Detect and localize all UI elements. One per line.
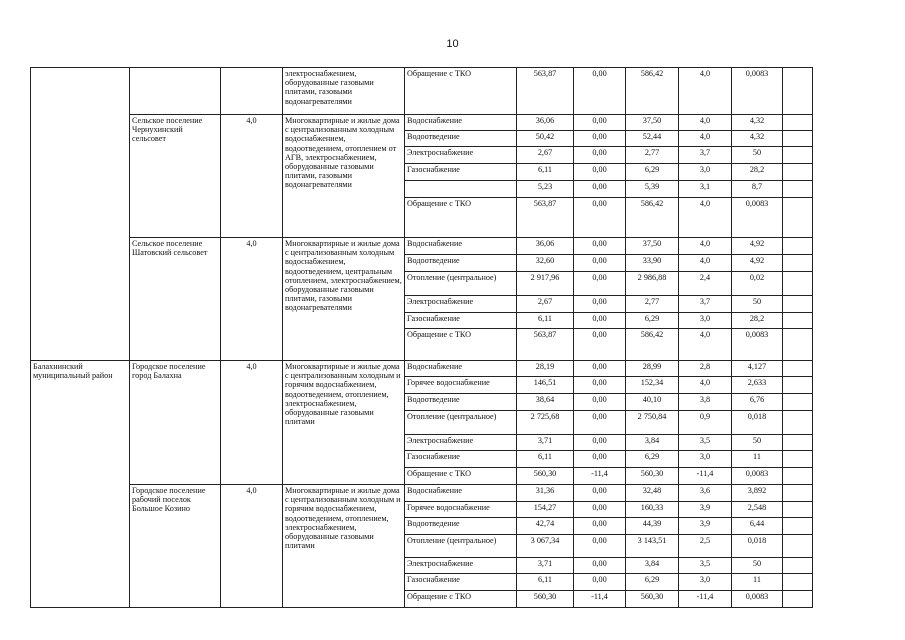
value-cell-v4: 4,0 — [679, 238, 732, 255]
value-cell-v2: 0,00 — [574, 238, 626, 255]
value-cell-v4: 3,9 — [679, 518, 732, 535]
value-cell-v4: 4,0 — [679, 198, 732, 238]
value-cell-v5: 28,2 — [732, 164, 783, 181]
value-cell-v1: 2,67 — [517, 296, 574, 313]
service-name-cell: Отопление (центральное) — [405, 272, 517, 296]
value-cell-v3: 2,77 — [626, 147, 679, 164]
value-cell-v2: 0,00 — [574, 147, 626, 164]
empty-cell — [783, 361, 813, 377]
value-cell-v2: 0,00 — [574, 164, 626, 181]
value-cell-v5: 0,0083 — [732, 591, 783, 608]
service-name-cell: Газоснабжение — [405, 313, 517, 329]
value-cell-v1: 6,11 — [517, 574, 574, 591]
value-cell-v5: 0,018 — [732, 535, 783, 558]
coefficient-cell: 4,0 — [221, 115, 283, 238]
value-cell-v5: 50 — [732, 558, 783, 574]
value-cell-v1: 2 917,96 — [517, 272, 574, 296]
value-cell-v2: 0,00 — [574, 361, 626, 377]
housing-description-cell: Многоквартирные и жилые дома с централизованным холодным водоснабжением, водоотведением, центральным отоплением, электроснабжением, оборудованные газовыми плитами, газовыми водонагревателями — [283, 238, 405, 361]
coefficient-cell: 4,0 — [221, 361, 283, 485]
service-name-cell: Электроснабжение — [405, 147, 517, 164]
value-cell-v2: -11,4 — [574, 468, 626, 485]
value-cell-v4: 3,7 — [679, 296, 732, 313]
value-cell-v3: 37,50 — [626, 238, 679, 255]
value-cell-v5: 0,0083 — [732, 329, 783, 361]
service-name-cell: Водоотведение — [405, 131, 517, 147]
value-cell-v3: 152,34 — [626, 377, 679, 394]
value-cell-v5: 4,92 — [732, 238, 783, 255]
value-cell-v3: 560,30 — [626, 591, 679, 608]
value-cell-v2: -11,4 — [574, 591, 626, 608]
value-cell-v2: 0,00 — [574, 115, 626, 131]
value-cell-v3: 586,42 — [626, 198, 679, 238]
value-cell-v2: 0,00 — [574, 181, 626, 198]
value-cell-v1: 3,71 — [517, 435, 574, 451]
value-cell-v4: 3,8 — [679, 394, 732, 411]
value-cell-v1: 146,51 — [517, 377, 574, 394]
value-cell-v2: 0,00 — [574, 518, 626, 535]
value-cell-v4: 2,8 — [679, 361, 732, 377]
empty-cell — [783, 451, 813, 468]
empty-cell — [783, 131, 813, 147]
tariff-table — [30, 67, 813, 608]
empty-cell — [783, 535, 813, 558]
settlement-cell: Городское поселение рабочий поселок Большое Козино — [130, 485, 221, 608]
table-row — [31, 361, 813, 377]
value-cell-v2: 0,00 — [574, 198, 626, 238]
value-cell-v4: 0,9 — [679, 411, 732, 435]
service-name-cell: Электроснабжение — [405, 296, 517, 313]
value-cell-v4: 4,0 — [679, 68, 732, 115]
value-cell-v5: 0,0083 — [732, 68, 783, 115]
value-cell-v1: 6,11 — [517, 313, 574, 329]
housing-description-cell: Многоквартирные и жилые дома с централизованным холодным и горячим водоснабжением, водоотведением, отоплением, электроснабжением, оборудованные газовыми плитами — [283, 485, 405, 608]
value-cell-v3: 6,29 — [626, 313, 679, 329]
value-cell-v3: 586,42 — [626, 68, 679, 115]
value-cell-v5: 28,2 — [732, 313, 783, 329]
value-cell-v3: 52,44 — [626, 131, 679, 147]
value-cell-v5: 0,02 — [732, 272, 783, 296]
service-name-cell: Водоснабжение — [405, 115, 517, 131]
value-cell-v2: 0,00 — [574, 272, 626, 296]
value-cell-v4: 3,1 — [679, 181, 732, 198]
value-cell-v1: 2,67 — [517, 147, 574, 164]
value-cell-v4: 4,0 — [679, 115, 732, 131]
service-name-cell: Отопление (центральное) — [405, 411, 517, 435]
empty-cell — [783, 164, 813, 181]
value-cell-v3: 28,99 — [626, 361, 679, 377]
value-cell-v4: 3,9 — [679, 502, 732, 518]
value-cell-v1: 6,11 — [517, 164, 574, 181]
value-cell-v3: 560,30 — [626, 468, 679, 485]
value-cell-v3: 2 986,88 — [626, 272, 679, 296]
value-cell-v2: 0,00 — [574, 451, 626, 468]
settlement-cell: Городское поселение город Балахна — [130, 361, 221, 485]
service-name-cell: Газоснабжение — [405, 574, 517, 591]
empty-cell — [783, 411, 813, 435]
value-cell-v4: 4,0 — [679, 329, 732, 361]
service-name-cell: Горячее водоснабжение — [405, 377, 517, 394]
value-cell-v2: 0,00 — [574, 255, 626, 272]
empty-cell — [783, 435, 813, 451]
value-cell-v3: 6,29 — [626, 574, 679, 591]
empty-cell — [783, 377, 813, 394]
value-cell-v3: 6,29 — [626, 451, 679, 468]
value-cell-v4: 3,0 — [679, 164, 732, 181]
service-name-cell: Водоснабжение — [405, 361, 517, 377]
value-cell-v2: 0,00 — [574, 68, 626, 115]
value-cell-v1: 28,19 — [517, 361, 574, 377]
empty-cell — [783, 502, 813, 518]
value-cell-v3: 2,77 — [626, 296, 679, 313]
value-cell-v5: 4,92 — [732, 255, 783, 272]
value-cell-v1: 3 067,34 — [517, 535, 574, 558]
coefficient-cell — [221, 68, 283, 115]
empty-cell — [783, 329, 813, 361]
value-cell-v3: 32,48 — [626, 485, 679, 502]
service-name-cell: Газоснабжение — [405, 451, 517, 468]
value-cell-v4: 2,4 — [679, 272, 732, 296]
value-cell-v4: 3,7 — [679, 147, 732, 164]
table-row — [31, 68, 813, 115]
service-name-cell: Электроснабжение — [405, 435, 517, 451]
value-cell-v5: 0,0083 — [732, 198, 783, 238]
value-cell-v2: 0,00 — [574, 574, 626, 591]
value-cell-v4: 3,5 — [679, 435, 732, 451]
value-cell-v5: 4,32 — [732, 115, 783, 131]
value-cell-v5: 0,018 — [732, 411, 783, 435]
settlement-cell — [130, 68, 221, 115]
value-cell-v4: -11,4 — [679, 468, 732, 485]
value-cell-v1: 6,11 — [517, 451, 574, 468]
value-cell-v2: 0,00 — [574, 313, 626, 329]
value-cell-v2: 0,00 — [574, 411, 626, 435]
value-cell-v5: 50 — [732, 296, 783, 313]
value-cell-v5: 50 — [732, 435, 783, 451]
table-row — [31, 485, 813, 502]
value-cell-v2: 0,00 — [574, 377, 626, 394]
service-name-cell: Газоснабжение — [405, 164, 517, 181]
value-cell-v5: 6,76 — [732, 394, 783, 411]
value-cell-v5: 11 — [732, 451, 783, 468]
service-name-cell — [405, 181, 517, 198]
value-cell-v5: 4,32 — [732, 131, 783, 147]
coefficient-cell: 4,0 — [221, 238, 283, 361]
value-cell-v5: 0,0083 — [732, 468, 783, 485]
value-cell-v3: 3,84 — [626, 435, 679, 451]
value-cell-v5: 4,127 — [732, 361, 783, 377]
service-name-cell: Обращение с ТКО — [405, 468, 517, 485]
value-cell-v1: 42,74 — [517, 518, 574, 535]
service-name-cell: Водоотведение — [405, 518, 517, 535]
service-name-cell: Водоснабжение — [405, 238, 517, 255]
value-cell-v3: 6,29 — [626, 164, 679, 181]
value-cell-v3: 5,39 — [626, 181, 679, 198]
value-cell-v4: 3,5 — [679, 558, 732, 574]
value-cell-v2: 0,00 — [574, 329, 626, 361]
service-name-cell: Водоснабжение — [405, 485, 517, 502]
value-cell-v5: 8,7 — [732, 181, 783, 198]
value-cell-v1: 563,87 — [517, 329, 574, 361]
coefficient-cell: 4,0 — [221, 485, 283, 608]
value-cell-v2: 0,00 — [574, 485, 626, 502]
value-cell-v2: 0,00 — [574, 394, 626, 411]
value-cell-v1: 5,23 — [517, 181, 574, 198]
value-cell-v1: 36,06 — [517, 238, 574, 255]
empty-cell — [783, 591, 813, 608]
table-body — [31, 68, 813, 608]
value-cell-v4: 4,0 — [679, 377, 732, 394]
empty-cell — [783, 468, 813, 485]
service-name-cell: Обращение с ТКО — [405, 591, 517, 608]
empty-cell — [783, 198, 813, 238]
value-cell-v1: 31,36 — [517, 485, 574, 502]
value-cell-v1: 38,64 — [517, 394, 574, 411]
value-cell-v1: 36,06 — [517, 115, 574, 131]
service-name-cell: Водоотведение — [405, 394, 517, 411]
value-cell-v5: 6,44 — [732, 518, 783, 535]
empty-cell — [783, 147, 813, 164]
value-cell-v1: 563,87 — [517, 198, 574, 238]
value-cell-v3: 40,10 — [626, 394, 679, 411]
value-cell-v1: 2 725,68 — [517, 411, 574, 435]
empty-cell — [783, 181, 813, 198]
value-cell-v3: 33,90 — [626, 255, 679, 272]
value-cell-v4: -11,4 — [679, 591, 732, 608]
value-cell-v3: 160,33 — [626, 502, 679, 518]
value-cell-v1: 32,60 — [517, 255, 574, 272]
value-cell-v3: 44,39 — [626, 518, 679, 535]
service-name-cell: Обращение с ТКО — [405, 198, 517, 238]
service-name-cell: Электроснабжение — [405, 558, 517, 574]
housing-description-cell: Многоквартирные и жилые дома с централизованным холодным и горячим водоснабжением, водоотведением, отоплением, электроснабжением, оборудованные газовыми плитами — [283, 361, 405, 485]
value-cell-v1: 154,27 — [517, 502, 574, 518]
service-name-cell: Отопление (центральное) — [405, 535, 517, 558]
empty-cell — [783, 115, 813, 131]
empty-cell — [783, 574, 813, 591]
service-name-cell: Водоотведение — [405, 255, 517, 272]
value-cell-v5: 3,892 — [732, 485, 783, 502]
empty-cell — [783, 518, 813, 535]
value-cell-v2: 0,00 — [574, 535, 626, 558]
value-cell-v4: 3,0 — [679, 574, 732, 591]
housing-description-cell: Многоквартирные и жилые дома с централизованным холодным водоснабжением, водоотведением, отоплением от АГВ, электроснабжением, оборудованные газовыми плитами, газовыми водонагревателями — [283, 115, 405, 238]
value-cell-v4: 3,0 — [679, 313, 732, 329]
table-row — [31, 115, 813, 131]
value-cell-v5: 11 — [732, 574, 783, 591]
empty-cell — [783, 485, 813, 502]
housing-description-cell: электроснабжением, оборудованные газовыми плитами, газовыми водонагревателями — [283, 68, 405, 115]
value-cell-v1: 560,30 — [517, 468, 574, 485]
value-cell-v2: 0,00 — [574, 502, 626, 518]
value-cell-v3: 586,42 — [626, 329, 679, 361]
service-name-cell: Обращение с ТКО — [405, 329, 517, 361]
service-name-cell: Горячее водоснабжение — [405, 502, 517, 518]
value-cell-v2: 0,00 — [574, 131, 626, 147]
value-cell-v4: 4,0 — [679, 131, 732, 147]
value-cell-v4: 3,0 — [679, 451, 732, 468]
value-cell-v1: 50,42 — [517, 131, 574, 147]
empty-cell — [783, 313, 813, 329]
empty-cell — [783, 272, 813, 296]
table-row — [31, 238, 813, 255]
district-cell — [31, 68, 130, 361]
value-cell-v4: 3,6 — [679, 485, 732, 502]
value-cell-v1: 3,71 — [517, 558, 574, 574]
value-cell-v3: 3,84 — [626, 558, 679, 574]
value-cell-v5: 2,633 — [732, 377, 783, 394]
value-cell-v1: 560,30 — [517, 591, 574, 608]
empty-cell — [783, 296, 813, 313]
empty-cell — [783, 394, 813, 411]
settlement-cell: Сельское поселение Шатовский сельсовет — [130, 238, 221, 361]
settlement-cell: Сельское поселение Чернухинский сельсовет — [130, 115, 221, 238]
value-cell-v5: 2,548 — [732, 502, 783, 518]
empty-cell — [783, 558, 813, 574]
service-name-cell: Обращение с ТКО — [405, 68, 517, 115]
empty-cell — [783, 68, 813, 115]
value-cell-v3: 2 750,84 — [626, 411, 679, 435]
value-cell-v4: 2,5 — [679, 535, 732, 558]
value-cell-v3: 3 143,51 — [626, 535, 679, 558]
value-cell-v5: 50 — [732, 147, 783, 164]
value-cell-v1: 563,87 — [517, 68, 574, 115]
district-cell: Балахнинский муниципальный район — [31, 361, 130, 608]
empty-cell — [783, 255, 813, 272]
value-cell-v2: 0,00 — [574, 296, 626, 313]
value-cell-v3: 37,50 — [626, 115, 679, 131]
empty-cell — [783, 238, 813, 255]
page-number: 10 — [446, 38, 459, 50]
value-cell-v2: 0,00 — [574, 435, 626, 451]
value-cell-v2: 0,00 — [574, 558, 626, 574]
value-cell-v4: 4,0 — [679, 255, 732, 272]
